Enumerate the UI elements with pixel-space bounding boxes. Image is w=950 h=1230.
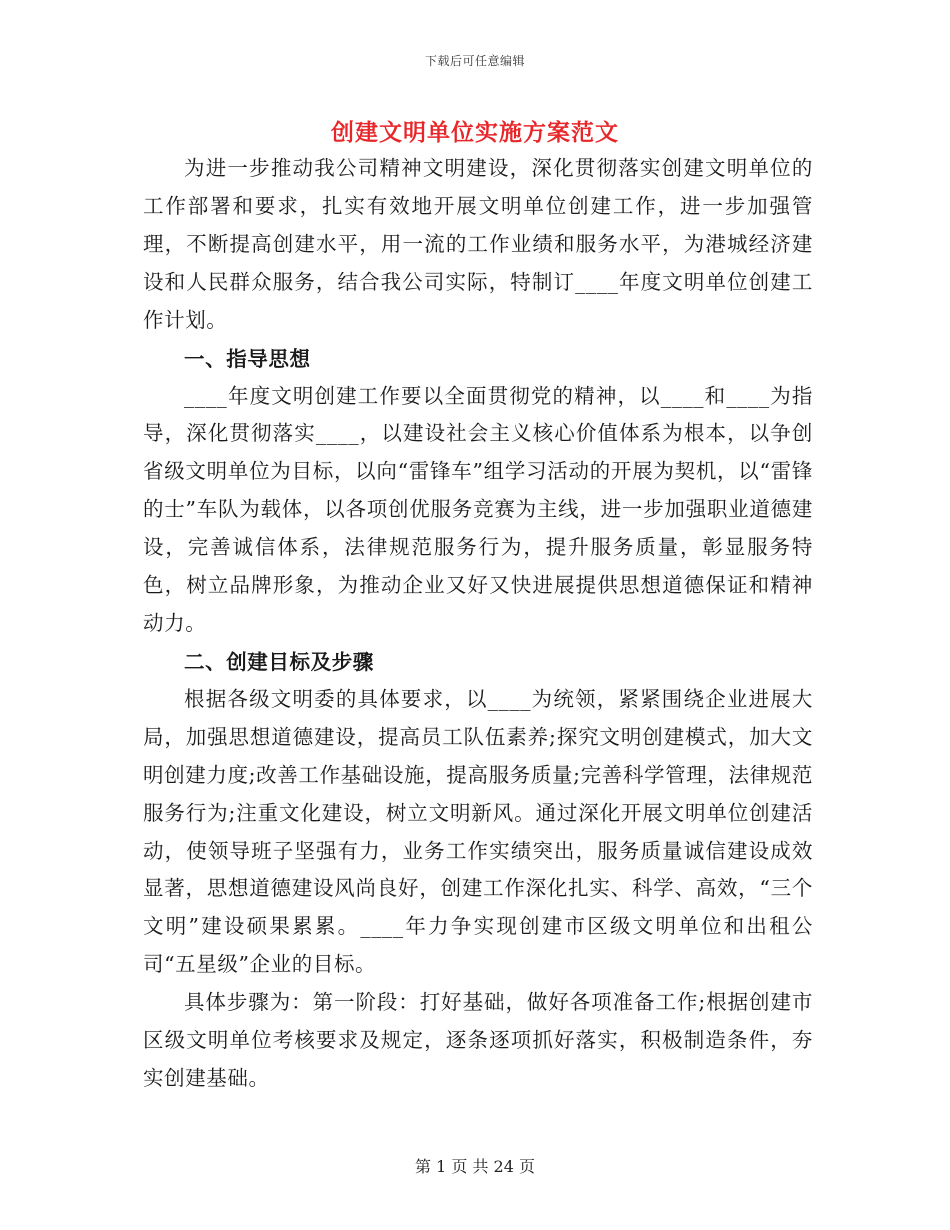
section-heading-goals-steps: 二、创建目标及步骤: [184, 649, 374, 674]
page-number: 第 1 页 共 24 页: [415, 1157, 535, 1176]
goals-paragraph: 根据各级文明委的具体要求，以____为统领，紧紧围绕企业进展大局，加强思想道德建设，提高员工队伍素养;探究文明创建模式，加大文明创建力度;改善工作基础设施，提高服务质量;完善科学管理，法律规范服务行为;注重文化建设，树立文明新风。通过深化开展文明单位创建活动，使领导班子坚强有力，业务工作实绩突出，服务质量诚信建设成效显著，思想道德建设风尚良好，创建工作深化扎实、科学、高效，“三个文明”建设硕果累累。____年力争实现创建市区级文明单位和出租公司“五星级”企业的目标。: [143, 686, 813, 977]
document-title: 创建文明单位实施方案范文: [331, 119, 619, 146]
guiding-thought-paragraph: ____年度文明创建工作要以全面贯彻党的精神，以____和____为指导，深化贯彻落实____，以建设社会主义核心价值体系为根本，以争创省级文明单位为目标，以向“雷锋车”组学习活动的开展为契机，以“雷锋的士”车队为载体，以各项创优服务竞赛为主线，进一步加强职业道德建设，完善诚信体系，法律规范服务行为，提升服务质量，彰显服务特色，树立品牌形象，为推动企业又好又快进展提供思想道德保证和精神动力。: [143, 383, 813, 635]
section-heading-guiding-thought: 一、指导思想: [184, 346, 311, 371]
steps-paragraph: 具体步骤为：第一阶段：打好基础，做好各项准备工作;根据创建市区级文明单位考核要求及规定，逐条逐项抓好落实，积极制造条件，夯实创建基础。: [143, 990, 813, 1090]
document-body: [143, 150, 813, 1098]
header-note: 下载后可任意编辑: [424, 54, 525, 68]
intro-paragraph: 为进一步推动我公司精神文明建设，深化贯彻落实创建文明单位的工作部署和要求，扎实有效地开展文明单位创建工作，进一步加强管理，不断提高创建水平，用一流的工作业绩和服务水平，为港城经济建设和人民群众服务，结合我公司实际，特制订____年度文明单位创建工作计划。: [143, 156, 813, 332]
